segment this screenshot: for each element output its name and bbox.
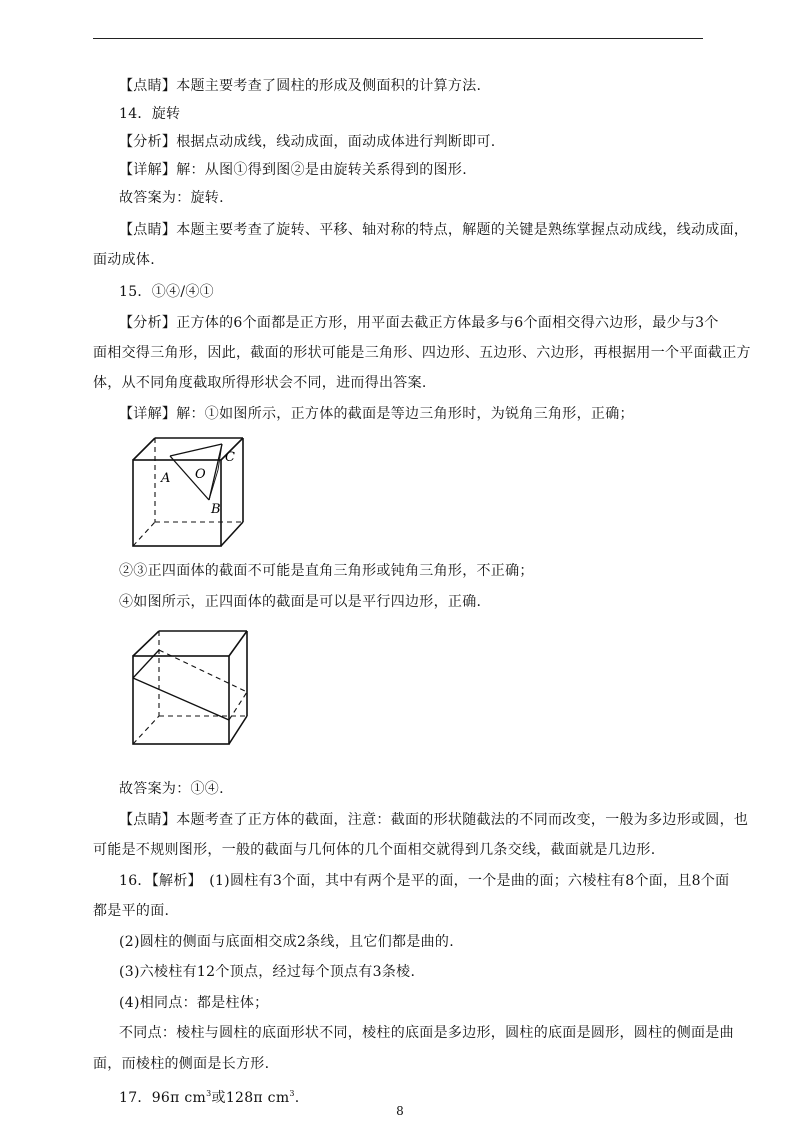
label-C: C <box>225 450 235 465</box>
answer-17-prefix: 17． <box>119 1090 152 1106</box>
cube-front-face <box>133 656 229 744</box>
header-rule <box>93 38 703 39</box>
label-O: O <box>195 467 206 482</box>
solution-16-3: (3)六棱柱有12个顶点，经过每个顶点有3条棱. <box>119 964 416 980</box>
dianjing-14-line1: 【点睛】本题主要考查了旋转、平移、轴对称的特点，解题的关键是熟练掌握点动成线，线动成面， <box>119 222 749 238</box>
solution-16-line2: 都是平的面. <box>93 903 170 919</box>
cube-front-face <box>133 460 221 546</box>
page-number: 8 <box>396 1104 404 1118</box>
solution-16-2: (2)圆柱的侧面与底面相交成2条线，且它们都是曲的. <box>119 934 454 950</box>
solution-16-difference-line1: 不同点：棱柱与圆柱的底面形状不同，棱柱的底面是多边形，圆柱的底面是圆形，圆柱的侧面是曲 <box>119 1025 734 1041</box>
label-B: B <box>211 502 221 517</box>
section-edge-front <box>133 678 229 720</box>
final-answer-15: 故答案为：①④. <box>119 781 224 797</box>
answer-17-value1: 96π cm <box>151 1090 207 1106</box>
solution-16-difference-line2: 面，而棱柱的侧面是长方形. <box>93 1056 270 1072</box>
dianjing-15-line2: 可能是不规则图形，一般的截面与几何体的几个面相交就得到几条交线，截面就是几边形. <box>93 842 656 858</box>
analysis-14: 【分析】根据点动成线，线动成面，面动成体进行判断即可. <box>119 134 496 150</box>
detail-15-4: ④如图所示，正四面体的截面是可以是平行四边形，正确. <box>119 594 482 610</box>
answer-17-exp2: 3 <box>289 1089 295 1098</box>
answer-14: 14．旋转 <box>119 106 181 122</box>
solution-16-4: (4)相同点：都是柱体； <box>119 995 269 1011</box>
detail-14: 【详解】解：从图①得到图②是由旋转关系得到的图形. <box>119 162 467 178</box>
triangle-edge-CB <box>209 444 222 500</box>
triangle-edge-AC <box>170 444 222 456</box>
detail-15-1: 【详解】解：①如图所示，正方体的截面是等边三角形时，为锐角三角形，正确； <box>119 406 634 422</box>
answer-17-value2: 128π cm <box>225 1090 290 1106</box>
solution-16-line1: 16．【解析】 (1)圆柱有3个面，其中有两个是平的面，一个是曲的面；六棱柱有8个面，且8个面 <box>119 873 730 889</box>
label-A: A <box>161 471 171 486</box>
final-answer-14: 故答案为：旋转. <box>119 190 224 206</box>
answer-17-end: . <box>294 1090 300 1106</box>
dianjing-15-line1: 【点睛】本题考查了正方体的截面，注意：截面的形状随截法的不同而改变，一般为多边形或圆，也 <box>119 812 749 828</box>
analysis-15-line3: 体，从不同角度截取所得形状会不同，进而得出答案. <box>93 375 427 391</box>
cube-parallelogram-section-figure <box>125 628 255 748</box>
cube-triangle-section-figure <box>125 434 255 549</box>
dianjing-13: 【点睛】本题主要考查了圆柱的形成及侧面积的计算方法. <box>119 78 482 94</box>
answer-15: 15．①④/④① <box>119 284 214 300</box>
analysis-15-line1: 【分析】正方体的6个面都是正方形，用平面去截正方体最多与6个面相交得六边形，最少与3个 <box>119 315 719 331</box>
answer-17-exp1: 3 <box>206 1089 212 1098</box>
answer-17-or: 或 <box>211 1090 226 1106</box>
detail-15-23: ②③正四面体的截面不可能是直角三角形或钝角三角形，不正确； <box>119 563 534 579</box>
dianjing-14-line2: 面动成体. <box>93 252 155 268</box>
analysis-15-line2: 面相交得三角形，因此，截面的形状可能是三角形、四边形、五边形、六边形，再根据用一个平面截正方 <box>93 345 751 361</box>
